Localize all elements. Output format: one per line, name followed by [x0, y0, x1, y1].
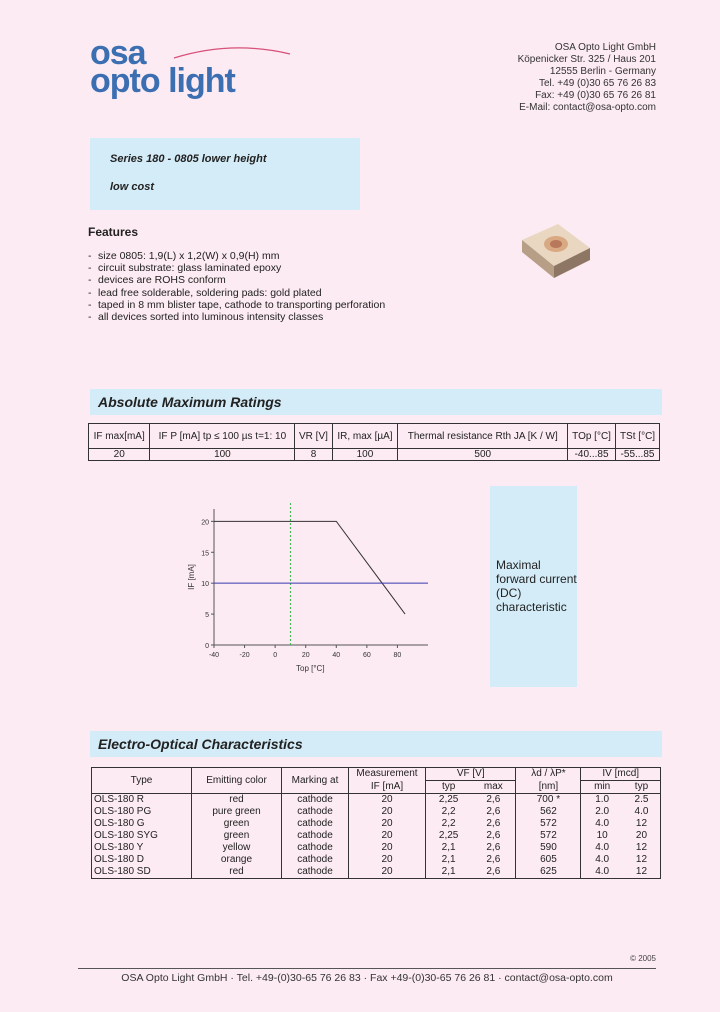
- table-cell: 20: [349, 806, 426, 818]
- table-cell: OLS-180 G: [92, 818, 192, 830]
- table-cell: 2,6: [486, 854, 501, 865]
- table-cell: cathode: [282, 842, 349, 854]
- table-cell: 2,6: [486, 830, 501, 841]
- header-emitting: Emitting color: [192, 768, 282, 794]
- table-cell: 100: [150, 449, 295, 461]
- table-header-row: [89, 424, 660, 449]
- header-measurement-unit: IF [mA]: [349, 781, 426, 794]
- table-cell: OLS-180 D: [92, 854, 192, 866]
- table-cell: OLS-180 SYG: [92, 830, 192, 842]
- x-tick-label: 20: [301, 652, 310, 659]
- table-cell: 2,2: [426, 806, 472, 818]
- address-line: 12555 Berlin - Germany: [549, 66, 656, 77]
- table-cell: 20: [89, 449, 150, 461]
- table-cell: 4.0: [581, 842, 623, 854]
- table-cell: 572: [516, 830, 581, 842]
- list-item: - circuit substrate: glass laminated epoxy: [88, 262, 282, 275]
- table-cell: red: [192, 866, 282, 879]
- table-cell: cathode: [282, 806, 349, 818]
- series-line-0: [214, 521, 405, 614]
- table-cell: IF P [mA] tp ≤ 100 µs t=1: 10: [150, 424, 295, 449]
- table-cell: 2,2: [426, 818, 472, 830]
- chart-note: Maximal forward current (DC) characteristic: [496, 558, 577, 614]
- header-measurement: Measurement: [349, 768, 426, 781]
- table-cell: 2,6: [486, 806, 501, 817]
- eoc-section-header: [90, 731, 662, 757]
- table-cell: 2,1: [426, 854, 472, 866]
- header-vf: VF [V]: [426, 768, 516, 781]
- table-cell: -40...85: [568, 449, 616, 461]
- table-cell: 12: [623, 854, 661, 866]
- y-tick-label: 5: [205, 612, 209, 620]
- table-header-row: [92, 768, 661, 781]
- table-cell: 2.5: [623, 794, 661, 807]
- table-cell: pure green: [192, 806, 282, 818]
- x-tick-label: -40: [208, 652, 220, 659]
- table-cell: cathode: [282, 854, 349, 866]
- table-cell: Thermal resistance Rth JA [K / W]: [398, 424, 568, 449]
- eoc-table: [91, 767, 661, 879]
- table-cell: 625: [516, 866, 581, 879]
- header-iv: IV [mcd]: [581, 768, 661, 781]
- table-cell: 572: [516, 818, 581, 830]
- header-lambda-unit: [nm]: [516, 781, 581, 794]
- table-cell: 2,1: [426, 866, 472, 879]
- amr-title: Absolute Maximum Ratings: [98, 394, 282, 410]
- amr-table: [88, 423, 660, 461]
- x-tick-label: 60: [362, 652, 371, 659]
- x-tick-label: 0: [273, 652, 278, 659]
- table-row: [92, 866, 661, 879]
- header-iv-typ: typ: [623, 781, 661, 794]
- logo-opto-light: opto light: [90, 62, 235, 100]
- table-cell: 100: [332, 449, 398, 461]
- table-cell: 4.0: [581, 854, 623, 866]
- x-tick-label: 80: [393, 652, 402, 659]
- table-cell: 700 *: [516, 794, 581, 807]
- table-cell: 2,6: [471, 866, 516, 879]
- table-cell: 20: [349, 842, 426, 854]
- table-cell: 2,6: [486, 794, 501, 805]
- list-item: - devices are ROHS conform: [88, 274, 226, 287]
- address-line: OSA Opto Light GmbH: [554, 42, 656, 53]
- table-cell: 20: [349, 854, 426, 866]
- table-cell: 12: [623, 818, 661, 830]
- table-cell: -55...85: [616, 449, 660, 461]
- table-cell: IR, max [µA]: [332, 424, 398, 449]
- logo-osa: osa: [90, 34, 146, 72]
- table-cell: 20: [349, 830, 426, 842]
- table-cell: 1.0: [581, 794, 623, 807]
- y-tick-label: 15: [201, 550, 209, 558]
- header-vf-typ: typ: [426, 781, 472, 794]
- table-cell: 562: [516, 806, 581, 818]
- eoc-title: Electro-Optical Characteristics: [98, 736, 303, 752]
- table-row: [92, 818, 661, 830]
- table-cell: green: [192, 830, 282, 842]
- table-row: [92, 830, 661, 842]
- table-cell: 10: [581, 830, 623, 842]
- table-cell: cathode: [282, 818, 349, 830]
- derating-chart: [180, 495, 440, 675]
- table-cell: VR [V]: [295, 424, 332, 449]
- header-lambda: λd / λP*: [516, 768, 581, 781]
- footer-year: © 2005: [630, 954, 656, 963]
- footer-contact: OSA Opto Light GmbH · Tel. +49-(0)30-65 76 26 83 · Fax +49-(0)30-65 76 26 81 · contact@osa-opto.com: [121, 972, 613, 984]
- table-cell: orange: [192, 854, 282, 866]
- table-cell: OLS-180 R: [92, 794, 192, 807]
- x-tick-label: 40: [332, 652, 341, 659]
- table-cell: 4.0: [581, 866, 623, 879]
- table-cell: 4.0: [581, 818, 623, 830]
- y-axis-label: IF [mA]: [187, 564, 196, 590]
- table-cell: IF max[mA]: [89, 424, 150, 449]
- table-cell: 500: [398, 449, 568, 461]
- series-subtitle: low cost: [110, 181, 155, 193]
- table-cell: TOp [°C]: [568, 424, 616, 449]
- address-line: E-Mail: contact@osa-opto.com: [519, 102, 656, 113]
- table-cell: 2.0: [581, 806, 623, 818]
- table-cell: 20: [623, 830, 661, 842]
- table-cell: cathode: [282, 830, 349, 842]
- features-list: [88, 250, 388, 323]
- table-cell: OLS-180 Y: [92, 842, 192, 854]
- table-cell: 4.0: [623, 806, 661, 818]
- table-cell: red: [192, 794, 282, 807]
- list-item: - lead free solderable, soldering pads: gold plated: [88, 286, 322, 299]
- y-tick-label: 10: [201, 581, 209, 589]
- table-cell: TSt [°C]: [616, 424, 660, 449]
- company-address: [518, 42, 656, 114]
- footer-divider: [78, 968, 656, 969]
- table-cell: 590: [516, 842, 581, 854]
- list-item: - size 0805: 1,9(L) x 1,2(W) x 0,9(H) mm: [88, 250, 280, 262]
- table-cell: 20: [349, 818, 426, 830]
- table-cell: 2,25: [426, 794, 472, 807]
- table-cell: 2,6: [486, 842, 501, 853]
- table-cell: OLS-180 SD: [92, 866, 192, 879]
- table-cell: cathode: [282, 794, 349, 807]
- logo-swoosh: [172, 44, 292, 64]
- header-vf-max: max: [471, 781, 516, 794]
- table-cell: 8: [295, 449, 332, 461]
- x-tick-label: -20: [239, 652, 250, 659]
- features-heading: Features: [88, 225, 139, 239]
- y-tick-label: 0: [205, 643, 209, 650]
- table-row: [92, 806, 661, 818]
- series-box: [90, 138, 360, 210]
- table-row: [92, 854, 661, 866]
- table-cell: 20: [349, 866, 426, 879]
- table-cell: yellow: [192, 842, 282, 854]
- table-cell: 605: [516, 854, 581, 866]
- list-item: - all devices sorted into luminous intensity classes: [88, 311, 324, 324]
- x-axis-label: Top [°C]: [296, 664, 325, 673]
- series-title: Series 180 - 0805 lower height: [110, 153, 267, 165]
- list-item: - taped in 8 mm blister tape, cathode to transporting perforation: [88, 298, 386, 311]
- table-row: [92, 842, 661, 854]
- header-iv-min: min: [581, 781, 623, 794]
- led-image: [518, 218, 592, 282]
- header-type: Type: [92, 768, 192, 794]
- table-cell: cathode: [282, 866, 349, 879]
- table-cell: green: [192, 818, 282, 830]
- address-line: Tel. +49 (0)30 65 76 26 83: [538, 78, 656, 89]
- table-cell: 12: [623, 866, 661, 879]
- header-marking: Marking at: [282, 768, 349, 794]
- address-line: Köpenicker Str. 325 / Haus 201: [517, 54, 656, 65]
- table-cell: 2,1: [426, 842, 472, 854]
- address-line: Fax: +49 (0)30 65 76 26 81: [535, 90, 656, 101]
- table-row: [89, 449, 660, 461]
- table-cell: 2,25: [426, 830, 472, 842]
- chart-note-box: [490, 486, 577, 687]
- table-cell: 20: [349, 794, 426, 807]
- table-cell: 2,6: [486, 818, 501, 829]
- table-row: [92, 794, 661, 807]
- table-cell: OLS-180 PG: [92, 806, 192, 818]
- y-tick-label: 20: [201, 519, 209, 527]
- table-cell: 12: [623, 842, 661, 854]
- amr-section-header: [90, 389, 662, 415]
